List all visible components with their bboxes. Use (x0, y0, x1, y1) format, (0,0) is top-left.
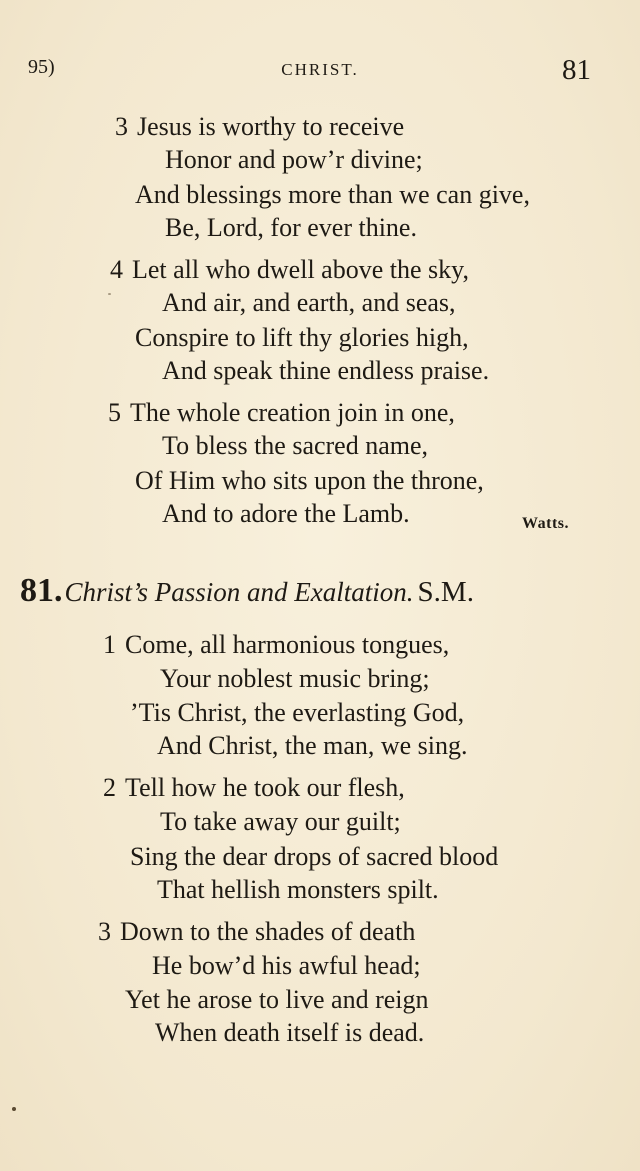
verse-line: And air, and earth, and seas, (162, 288, 456, 317)
verse-line: Tell how he took our flesh, (125, 773, 405, 802)
verse-line: Let all who dwell above the sky, (132, 255, 469, 284)
hymn-number-dot: . (54, 572, 63, 609)
verse-line: Come, all harmonious tongues, (125, 630, 450, 659)
hymn-author: Watts. (522, 515, 569, 532)
verse-line: And speak thine endless praise. (162, 356, 490, 385)
stanza-number: 2 (103, 773, 116, 802)
stanza-first-line (103, 773, 405, 803)
verse-line: Of Him who sits upon the throne, (135, 466, 484, 495)
stanza-number: 1 (103, 630, 116, 659)
stanza-first-line (98, 917, 415, 947)
running-header (0, 52, 640, 92)
verse-line: Down to the shades of death (120, 917, 416, 946)
hymn-heading (20, 572, 474, 610)
paper-speck (12, 1107, 16, 1111)
stanza-number: 3 (115, 112, 128, 141)
verse-line: To take away our guilt; (160, 807, 401, 836)
verse-line: Jesus is worthy to receive (137, 112, 405, 141)
paper-speck (108, 293, 111, 295)
verse-line: Yet he arose to live and reign (125, 985, 429, 1014)
stanza-first-line (108, 398, 455, 428)
verse-line: That hellish monsters spilt. (157, 875, 439, 904)
stanza-number: 5 (108, 398, 121, 427)
verse-line: Honor and pow’r divine; (165, 145, 423, 174)
hymn-number: 81 (20, 572, 54, 609)
hymn-title: Christ’s Passion and Exaltation. (64, 577, 414, 607)
verse-line: Conspire to lift thy glories high, (135, 323, 469, 352)
verse-line: When death itself is dead. (155, 1018, 425, 1047)
header-title: CHRIST. (281, 60, 359, 79)
header-left-number: 95) (28, 56, 55, 78)
verse-line: Be, Lord, for ever thine. (165, 213, 417, 242)
verse-line: And to adore the Lamb. (162, 499, 410, 528)
verse-line: Sing the dear drops of sacred blood (130, 842, 499, 871)
verse-line: And Christ, the man, we sing. (157, 731, 468, 760)
verse-line: Your noblest music bring; (160, 664, 430, 693)
verse-line: To bless the sacred name, (162, 431, 429, 460)
verse-line: ’Tis Christ, the everlasting God, (130, 698, 465, 727)
verse-line: He bow’d his awful head; (152, 951, 421, 980)
stanza-first-line (103, 630, 449, 660)
stanza-number: 4 (110, 255, 123, 284)
stanza-first-line (110, 255, 469, 285)
hymn-meter: S.M. (417, 576, 474, 608)
stanza-number: 3 (98, 917, 111, 946)
verse-line: And blessings more than we can give, (135, 180, 530, 209)
page-number: 81 (562, 54, 591, 86)
stanza-first-line (115, 112, 404, 142)
verse-line: The whole creation join in one, (130, 398, 455, 427)
